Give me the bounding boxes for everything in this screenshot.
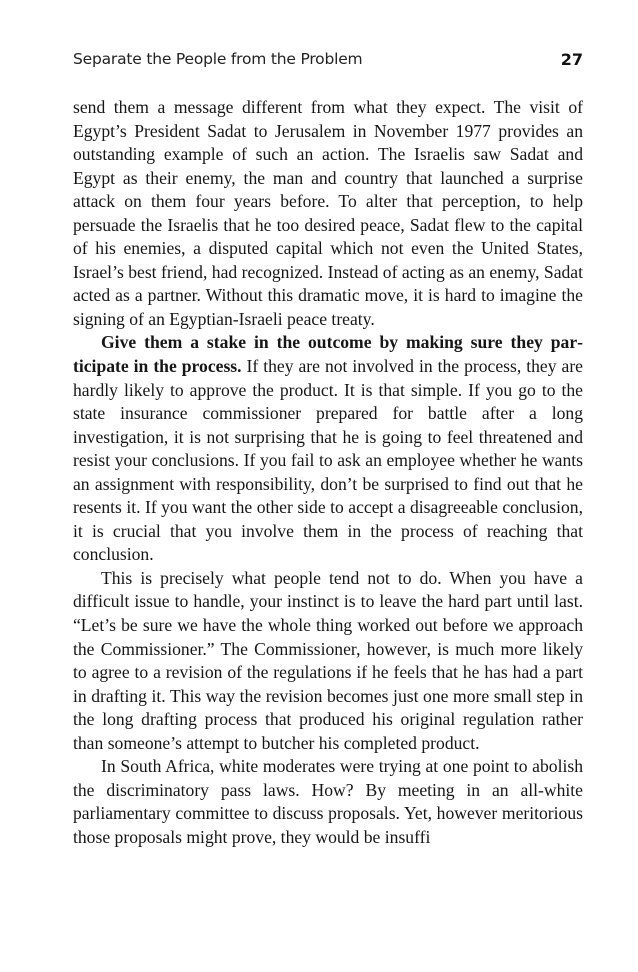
paragraph-4 [73,755,583,849]
running-title: Separate the People from the Problem [73,50,363,68]
paragraph-3-text: This is precisely what people tend not to do. When you have a difficult issue to handle, your instinct is to leave the hard part until last. “Let’s be sure we have the whole thing worked out before we approach the Commissioner.” The Commissioner, however, is much more likely to agree to a revision of the regulations if he feels that he has had a part in drafting it. This way the revision becomes just one more small step in the long drafting process that produced his original regulation rather than someone’s attempt to butcher his completed product. [73,567,583,753]
paragraph-4-text: In South Africa, white moderates were trying at one point to abolish the discriminatory pass laws. How? By meeting in an all-white parliamentary committee to discuss proposals. Yet, however meritorious those proposals might prove, they would be insuffi [73,756,583,847]
paragraph-1 [73,96,583,331]
body-text [73,96,583,850]
paragraph-3 [73,567,583,755]
running-head [73,50,583,74]
paragraph-1-text: send them a message different from what they expect. The visit of Egypt’s President Sadat to Jerusalem in November 1977 provides an outstanding example of such an action. The Israelis saw Sadat and Egypt as their enemy, the man and country that launched a surprise attack on them four years before. To alter that perception, to help persuade the Israelis that he too desired peace, Sadat flew to the capital of his enemies, a disputed capital which not even the United States, Israel’s best friend, had recognized. Instead of acting as an enemy, Sadat acted as a partner. Without this dramatic move, it is hard to imagine the signing of an Egyptian-Israeli peace treaty. [73,97,583,329]
paragraph-2 [73,331,583,566]
paragraph-2-lead: Give them a stake in the outcome by making sure they participate in the process. [73,332,583,377]
paragraph-2-text: If they are not involved in the process, they are hardly likely to approve the product. It is that simple. If you go to the state insurance commissioner prepared for battle after a long investigation, it is not surprising that he is going to feel threatened and resist your conclusions. If you fail to ask an employee whether he wants an assignment with responsibility, don’t be surprised to find out that he resents it. If you want the other side to accept a disagreeable conclusion, it is crucial that you involve them in the process of reaching that conclusion. [73,356,583,565]
page-number: 27 [560,50,583,69]
